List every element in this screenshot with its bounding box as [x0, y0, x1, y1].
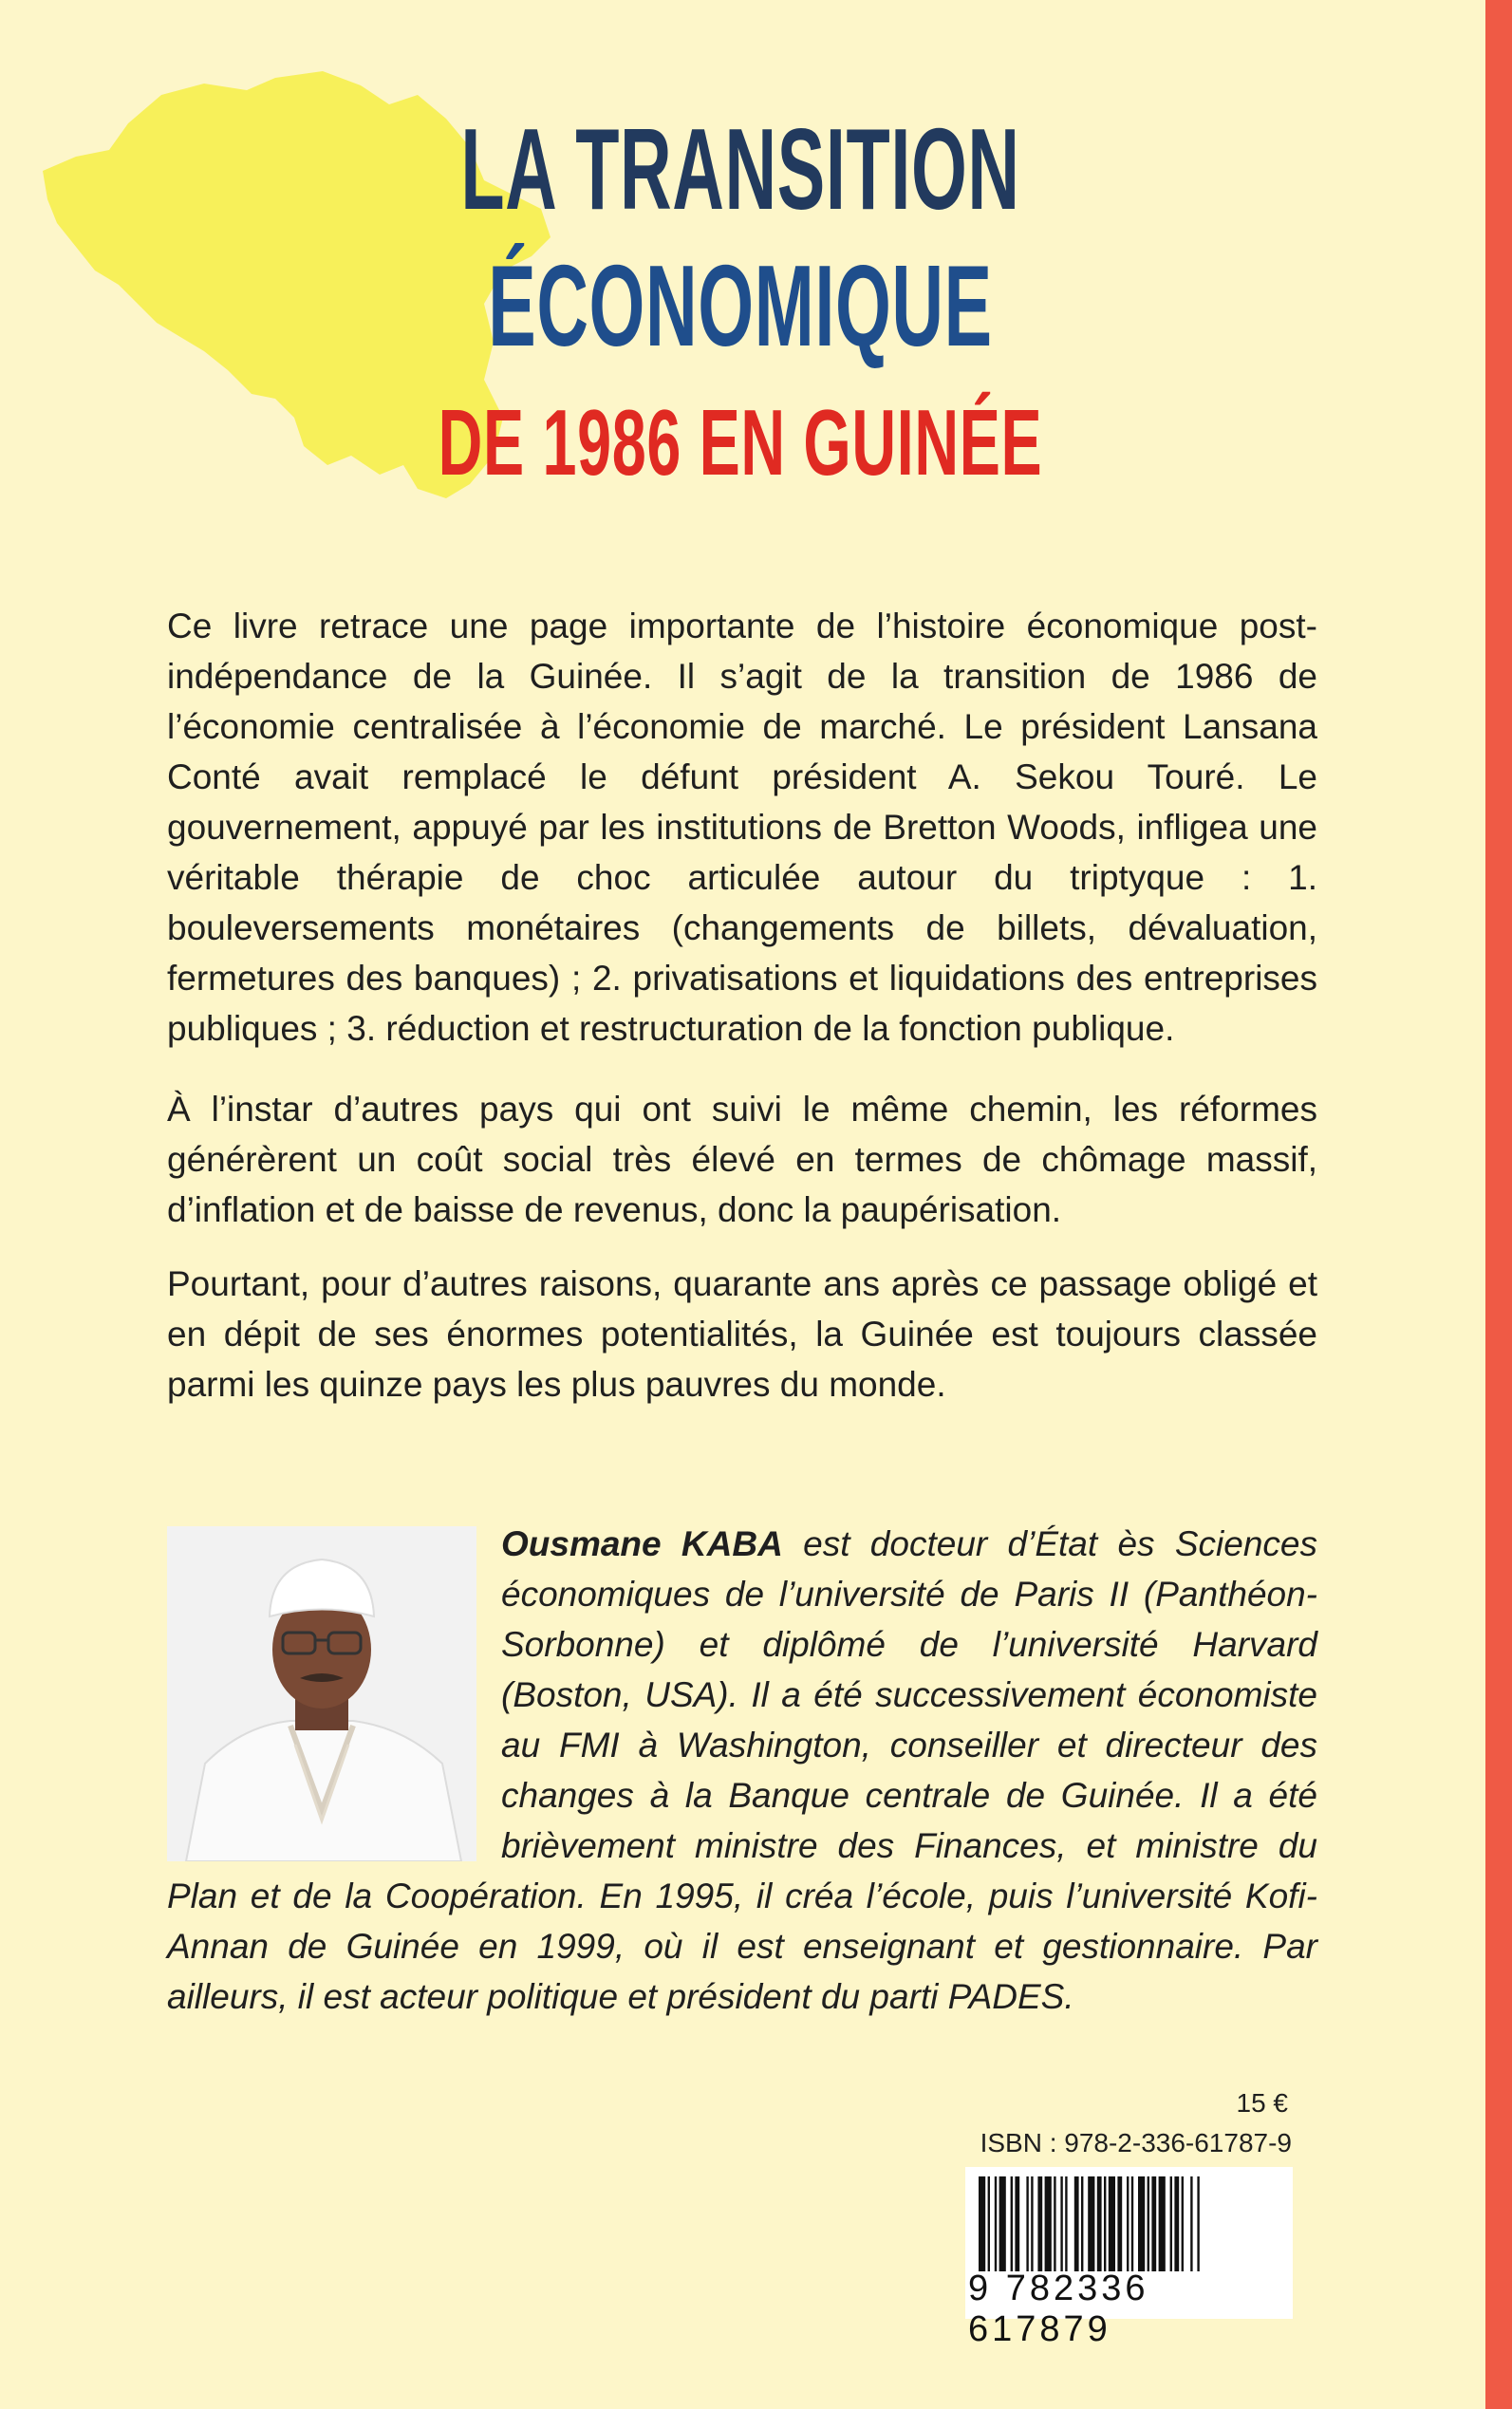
barcode-bar — [1182, 2176, 1184, 2271]
isbn-label: ISBN : 978-2-336-61787-9 — [980, 2128, 1292, 2157]
barcode-bar — [1065, 2176, 1067, 2271]
barcode-bar — [1170, 2176, 1172, 2271]
barcode-bar — [1037, 2176, 1042, 2271]
author-name: Ousmane KABA — [501, 1524, 783, 1563]
barcode-bar — [1174, 2176, 1179, 2271]
barcode-bar — [1117, 2176, 1122, 2271]
barcode-bar — [1148, 2176, 1149, 2271]
barcode-bar — [1011, 2176, 1013, 2271]
synopsis-paragraph-2: À l’instar d’autres pays qui ont suivi le même chemin, les réformes générèrent un coût social très élevé en termes de chômage massif, d’inflation et de baisse de revenus, donc la paupérisation. — [167, 1090, 1317, 1229]
barcode-bar — [1060, 2176, 1062, 2271]
barcode-bar — [1015, 2176, 1019, 2271]
title-line-1: LA TRANSITION — [460, 104, 1020, 233]
barcode-bars — [965, 2167, 1293, 2271]
barcode-bar — [999, 2176, 1006, 2271]
title-line-3: DE 1986 EN GUINÉE — [438, 390, 1043, 495]
barcode-bar — [1054, 2176, 1055, 2271]
price-label: 15 € — [1236, 2088, 1288, 2118]
barcode-bar — [1138, 2176, 1145, 2271]
barcode-bar — [1026, 2176, 1028, 2271]
barcode-bar — [1159, 2176, 1166, 2271]
barcode-bar — [1045, 2176, 1052, 2271]
barcode-bar — [979, 2176, 985, 2271]
barcode-bar — [988, 2176, 990, 2271]
barcode-bar — [1197, 2176, 1199, 2271]
barcode-bar — [1127, 2176, 1129, 2271]
barcode-bar — [1097, 2176, 1102, 2271]
barcode-bar — [1088, 2176, 1094, 2271]
barcode-bar — [1151, 2176, 1156, 2271]
synopsis-paragraph-1: Ce livre retrace une page importante de l’histoire économique post-indépendance de la Guinée. Il s’agit de la transition de 1986 de l’économie centralisée à l’économie de marché. Le président Lansana Conté avait remplacé le défunt président A. Sekou Touré. Le gouvernement, appuyé par les institutions de Bretton Woods, infligea une véritable thérapie de choc articulée autour du triptyque : 1. bouleversements monétaires (changements de billets, dévaluation, fermetures des banques) ; 2. privatisations et liquidations des entreprises publiques ; 3. réduction et restructuration de la fonction publique. — [167, 607, 1317, 1048]
title-line-2: ÉCONOMIQUE — [488, 241, 993, 370]
barcode-bar — [1104, 2176, 1106, 2271]
spine-strip — [1485, 0, 1512, 2409]
barcode-bar — [1109, 2176, 1115, 2271]
barcode-bar — [1190, 2176, 1192, 2271]
synopsis-paragraph-3: Pourtant, pour d’autres raisons, quarante ans après ce passage obligé et en dépit de ses énormes potentialités, la Guinée est toujours classée parmi les quinze pays les plus pauvres du monde. — [167, 1264, 1317, 1404]
author-bio-text: est docteur d’État ès Sciences économiques de l’université de Paris II (Panthéon-Sorbonne) et diplômé de l’université Harvard (Boston, USA). Il a été successivement économiste au FMI à Washington, conseiller et directeur des changes à la Banque centrale de Guinée. Il a été brièvement ministre des Finances, et ministre du Plan et de la Coopération. En 1995, il créa l’école, puis l’université Kofi-Annan de Guinée en 1999, où il est enseignant et gestionnaire. Par ailleurs, il est acteur politique et président du parti PADES. — [167, 1524, 1317, 2016]
author-photo — [167, 1526, 476, 1861]
barcode-bar — [1074, 2176, 1079, 2271]
barcode-digits: 9 782336 617879 — [968, 2269, 1149, 2349]
barcode-bar — [1081, 2176, 1083, 2271]
barcode-bar — [995, 2176, 997, 2271]
barcode-bar — [1131, 2176, 1133, 2271]
barcode-bar — [1031, 2176, 1033, 2271]
